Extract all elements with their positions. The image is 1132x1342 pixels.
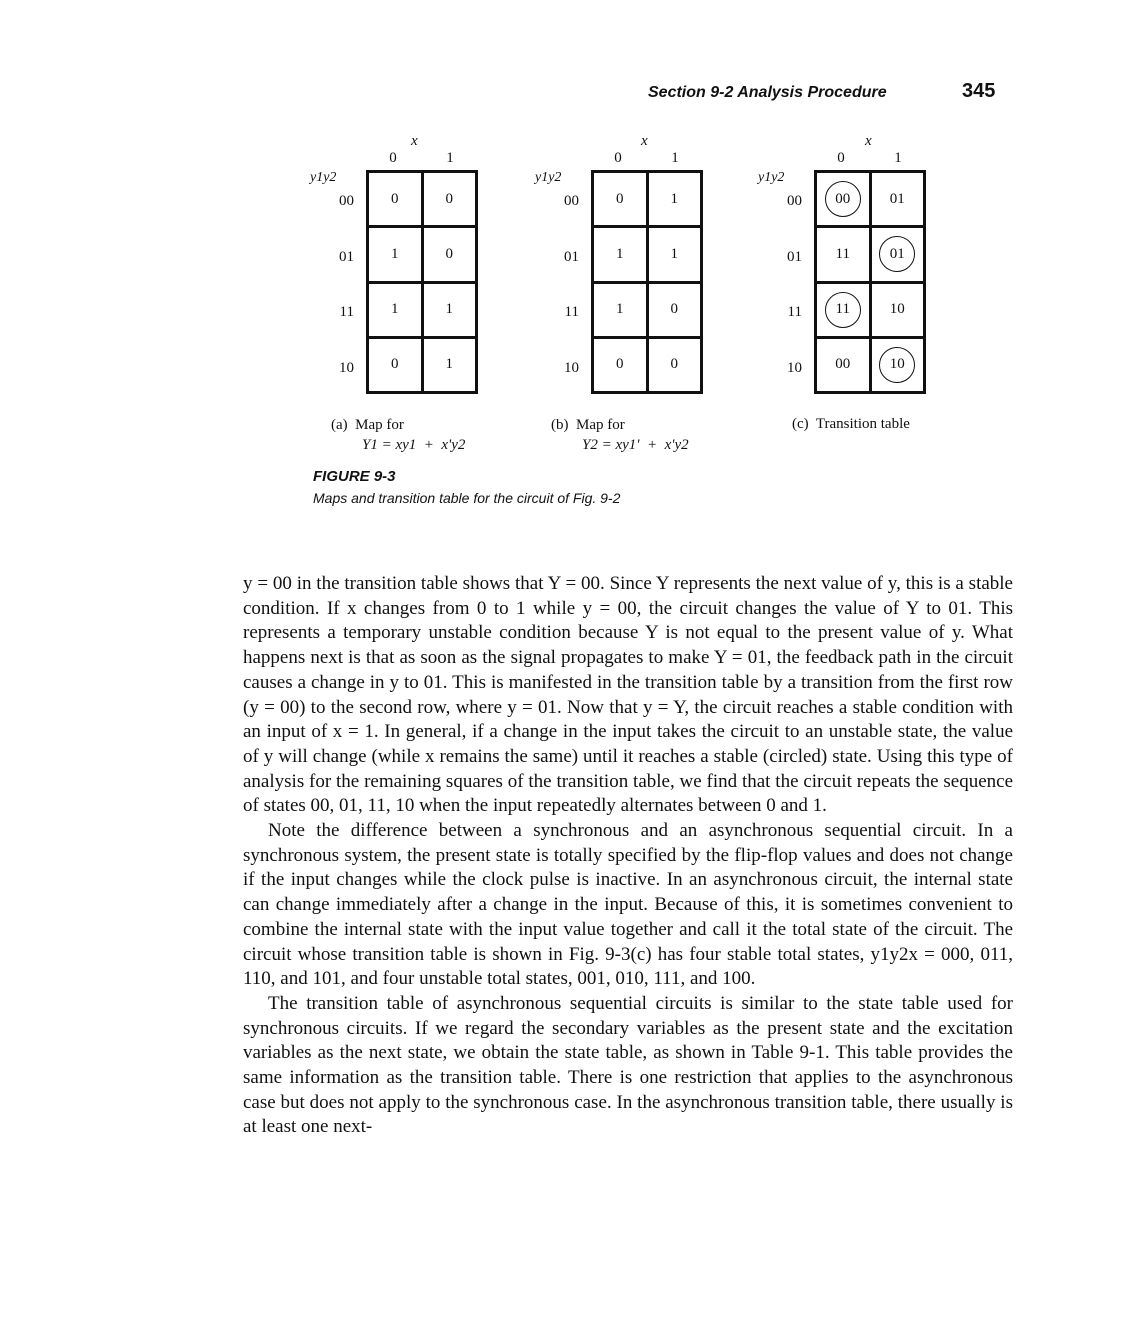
map-col-header: 0 (614, 150, 622, 166)
paragraph-3: The transition table of asynchronous sequential circuits is similar to the state table used for synchronous circuits. If we regard the secondary variables as the present state and the excitation variables as the next state, we obtain the state table, as shown in Table 9-1. This table provides the same information as the transition table. There is one restriction that applies to the asynchronous case but does not apply to the synchronous case. In the asynchronous transition table, there usually is at least one next- (243, 992, 1013, 1138)
karnaugh-map-a (310, 133, 550, 413)
map-col-header: 1 (671, 150, 679, 166)
map-row-header: 00 (564, 193, 579, 209)
map-row-header: 01 (339, 249, 354, 265)
map-cell: 1 (649, 173, 701, 225)
map-cell: 0 (369, 339, 421, 391)
body-text (243, 572, 1013, 1140)
map-cell: 1 (369, 284, 421, 336)
map-x-label: x (411, 133, 418, 149)
map-grid (591, 170, 703, 394)
map-col-header: 1 (446, 150, 454, 166)
figure-label: FIGURE 9-3 (313, 468, 396, 485)
karnaugh-map-b (535, 133, 775, 413)
map-cell: 01 (872, 173, 924, 225)
map-cell: 1 (424, 339, 476, 391)
map-row-header: 00 (787, 193, 802, 209)
map-cell: 0 (424, 228, 476, 280)
map-cell: 1 (369, 228, 421, 280)
map-col-header: 1 (894, 150, 902, 166)
stable-state-cell: 10 (872, 339, 924, 391)
subcaption-b-line1: (b) Map for (551, 417, 625, 433)
map-row-header: 11 (564, 304, 579, 320)
running-head: Section 9-2 Analysis Procedure (648, 84, 887, 101)
map-var-label: y1y2 (310, 170, 337, 185)
map-x-label: x (865, 133, 872, 149)
map-row-header: 11 (787, 304, 802, 320)
map-cell: 0 (424, 173, 476, 225)
map-grid (814, 170, 926, 394)
map-cell: 1 (649, 228, 701, 280)
subcaption-b-line2: Y2 = xy1' + x'y2 (582, 437, 689, 453)
page-number: 345 (962, 80, 996, 102)
figure-caption: Maps and transition table for the circuit of Fig. 9-2 (313, 490, 621, 506)
map-row-header: 00 (339, 193, 354, 209)
stable-state-cell: 00 (817, 173, 869, 225)
map-cell: 0 (369, 173, 421, 225)
map-cell: 0 (594, 173, 646, 225)
paragraph-2: Note the difference between a synchronous and an asynchronous sequential circuit. In a synchronous system, the present state is totally specified by the flip-flop values and does not change if the input changes while the clock pulse is inactive. In an asynchronous circuit, the internal state can change immediately after a change in the input. Because of this, it is sometimes convenient to combine the internal state with the input value together and call it the total state of the circuit. The circuit whose transition table is shown in Fig. 9-3(c) has four stable total states, y1y2x = 000, 011, 110, and 101, and four unstable total states, 001, 010, 111, and 100. (243, 820, 1013, 990)
map-row-header: 10 (564, 360, 579, 376)
map-row-header: 01 (787, 249, 802, 265)
map-cell: 1 (424, 284, 476, 336)
stable-state-cell: 01 (872, 228, 924, 280)
map-cell: 0 (649, 284, 701, 336)
subcaption-c-line1: (c) Transition table (792, 416, 910, 432)
map-cell: 1 (594, 228, 646, 280)
map-row-header: 01 (564, 249, 579, 265)
paragraph-1: y = 00 in the transition table shows that Y = 00. Since Y represents the next value of y, this is a stable condition. If x changes from 0 to 1 while y = 00, the circuit changes the value of Y to 01. This represents a temporary unstable condition because Y is not equal to the present value of y. What happens next is that as soon as the signal propagates to make Y = 01, the feedback path in the circuit causes a change in y to 01. This is manifested in the transition table by a transition from the first row (y = 00) to the second row, where y = 01. Now that y = Y, the circuit reaches a stable condition with an input of x = 1. In general, if a change in the input takes the circuit to an unstable state, the value of y will change (while x remains the same) until it reaches a stable (circled) state. Using this type of analysis for the remaining squares of the transition table, we find that the circuit repeats the sequence of states 00, 01, 11, 10 when the input repeatedly alternates between 0 and 1. (243, 573, 1013, 817)
stable-state-cell: 11 (817, 284, 869, 336)
map-x-label: x (641, 133, 648, 149)
map-row-header: 10 (339, 360, 354, 376)
map-cell: 10 (872, 284, 924, 336)
subcaption-a-line2: Y1 = xy1 + x'y2 (362, 437, 466, 453)
map-cell: 0 (594, 339, 646, 391)
map-cell: 00 (817, 339, 869, 391)
map-grid (366, 170, 478, 394)
subcaption-a-line1: (a) Map for (331, 417, 404, 433)
map-var-label: y1y2 (758, 170, 785, 185)
map-var-label: y1y2 (535, 170, 562, 185)
map-cell: 1 (594, 284, 646, 336)
map-cell: 11 (817, 228, 869, 280)
map-cell: 0 (649, 339, 701, 391)
transition-table-map (758, 133, 998, 413)
map-row-header: 10 (787, 360, 802, 376)
map-col-header: 0 (837, 150, 845, 166)
map-col-header: 0 (389, 150, 397, 166)
map-row-header: 11 (339, 304, 354, 320)
